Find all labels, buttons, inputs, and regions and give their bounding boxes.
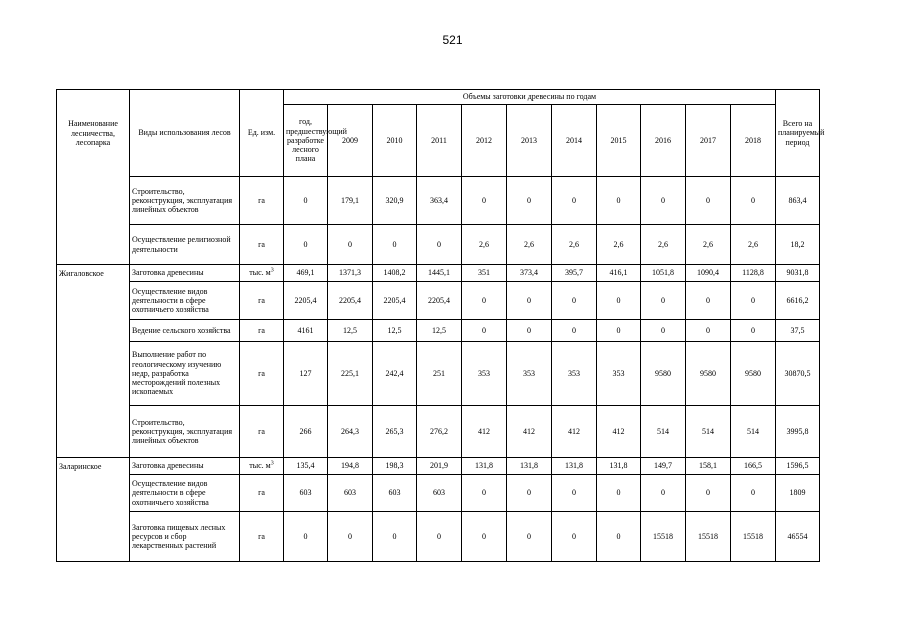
timber-harvest-table [56, 89, 825, 562]
value-cell: 127 [284, 342, 328, 406]
value-cell: 0 [417, 225, 462, 265]
unit-text: га [258, 239, 265, 249]
value-cell: 373,4 [507, 265, 552, 282]
value-cell: 2,6 [641, 225, 686, 265]
table-row [57, 406, 820, 458]
value-cell: 266 [284, 406, 328, 458]
value-cell: 2205,4 [284, 282, 328, 320]
value-cell: 0 [507, 320, 552, 342]
total-cell: 863,4 [776, 177, 820, 225]
value-cell: 0 [686, 475, 731, 512]
unit-cell [240, 225, 284, 265]
forestry-name-cell [57, 177, 130, 225]
value-cell: 0 [552, 177, 597, 225]
value-cell: 2205,4 [328, 282, 373, 320]
value-cell: 469,1 [284, 265, 328, 282]
value-cell: 1128,8 [731, 265, 776, 282]
unit-text: га [258, 195, 265, 205]
unit-cell [240, 458, 284, 475]
header-total: Всего на планируемый период [776, 90, 820, 177]
header-year: 2010 [373, 105, 417, 177]
value-cell: 0 [328, 512, 373, 562]
forestry-name-cell [57, 225, 130, 265]
header-year: 2012 [462, 105, 507, 177]
value-cell: 0 [597, 282, 641, 320]
use-type-cell: Выполнение работ по геологическому изучению недр, разработка месторождений полезных ископаемых [130, 342, 240, 406]
forestry-name-cell: Жигаловское [57, 265, 130, 282]
unit-text: тыс. м [249, 268, 271, 278]
unit-superscript: 3 [270, 460, 274, 467]
use-type-cell: Ведение сельского хозяйства [130, 320, 240, 342]
total-cell: 3995,8 [776, 406, 820, 458]
total-cell: 46554 [776, 512, 820, 562]
total-cell: 9031,8 [776, 265, 820, 282]
header-volumes-group: Объемы заготовки древесины по годам [284, 90, 776, 105]
value-cell: 416,1 [597, 265, 641, 282]
table-row [57, 320, 820, 342]
value-cell: 514 [686, 406, 731, 458]
table-row [57, 475, 820, 512]
value-cell: 0 [507, 282, 552, 320]
unit-text: га [258, 426, 265, 436]
unit-cell [240, 406, 284, 458]
unit-superscript: 3 [270, 267, 274, 274]
table-row [57, 342, 820, 406]
forestry-name-cell [57, 282, 130, 320]
use-type-cell: Заготовка пищевых лесных ресурсов и сбор лекарственных растений [130, 512, 240, 562]
value-cell: 412 [597, 406, 641, 458]
table-row [57, 458, 820, 475]
unit-cell [240, 177, 284, 225]
header-forestry: Наименование лесничества, лесопарка [57, 90, 130, 177]
value-cell: 0 [731, 320, 776, 342]
value-cell: 603 [284, 475, 328, 512]
table-row [57, 512, 820, 562]
value-cell: 1445,1 [417, 265, 462, 282]
unit-text: тыс. м [249, 461, 271, 471]
value-cell: 1090,4 [686, 265, 731, 282]
value-cell: 0 [597, 512, 641, 562]
use-type-cell: Строительство, реконструкция, эксплуатация линейных объектов [130, 177, 240, 225]
total-cell: 37,5 [776, 320, 820, 342]
value-cell: 276,2 [417, 406, 462, 458]
unit-cell [240, 512, 284, 562]
unit-text: га [258, 295, 265, 305]
value-cell: 412 [507, 406, 552, 458]
value-cell: 514 [641, 406, 686, 458]
value-cell: 131,8 [462, 458, 507, 475]
value-cell: 15518 [686, 512, 731, 562]
value-cell: 0 [641, 475, 686, 512]
unit-text: га [258, 531, 265, 541]
unit-text: га [258, 368, 265, 378]
forestry-name-cell: Заларинское [57, 458, 130, 475]
value-cell: 2,6 [507, 225, 552, 265]
value-cell: 0 [417, 512, 462, 562]
use-type-cell: Осуществление видов деятельности в сфере охотничьего хозяйства [130, 282, 240, 320]
value-cell: 0 [373, 512, 417, 562]
value-cell: 0 [597, 475, 641, 512]
value-cell: 0 [462, 320, 507, 342]
header-year: 2017 [686, 105, 731, 177]
unit-cell [240, 475, 284, 512]
header-year: 2014 [552, 105, 597, 177]
value-cell: 514 [731, 406, 776, 458]
value-cell: 0 [686, 282, 731, 320]
value-cell: 0 [597, 177, 641, 225]
value-cell: 0 [686, 320, 731, 342]
page-number: 521 [442, 33, 463, 47]
header-year: 2009 [328, 105, 373, 177]
unit-text: га [258, 325, 265, 335]
forestry-name-cell [57, 342, 130, 406]
value-cell: 0 [328, 225, 373, 265]
value-cell: 15518 [731, 512, 776, 562]
value-cell: 353 [507, 342, 552, 406]
value-cell: 201,9 [417, 458, 462, 475]
value-cell: 1051,8 [641, 265, 686, 282]
unit-cell [240, 342, 284, 406]
unit-cell [240, 320, 284, 342]
value-cell: 166,5 [731, 458, 776, 475]
value-cell: 0 [686, 177, 731, 225]
unit-cell [240, 265, 284, 282]
value-cell: 9580 [731, 342, 776, 406]
value-cell: 158,1 [686, 458, 731, 475]
use-type-cell: Осуществление видов деятельности в сфере охотничьего хозяйства [130, 475, 240, 512]
use-type-cell: Заготовка древесины [130, 458, 240, 475]
value-cell: 2,6 [731, 225, 776, 265]
value-cell: 0 [641, 320, 686, 342]
value-cell: 265,3 [373, 406, 417, 458]
forestry-name-cell [57, 406, 130, 458]
value-cell: 0 [552, 512, 597, 562]
value-cell: 149,7 [641, 458, 686, 475]
value-cell: 0 [507, 475, 552, 512]
value-cell: 0 [641, 282, 686, 320]
header-unit: Ед. изм. [240, 90, 284, 177]
value-cell: 15518 [641, 512, 686, 562]
value-cell: 1408,2 [373, 265, 417, 282]
value-cell: 0 [284, 177, 328, 225]
header-year: 2011 [417, 105, 462, 177]
use-type-cell: Заготовка древесины [130, 265, 240, 282]
value-cell: 0 [641, 177, 686, 225]
value-cell: 0 [731, 282, 776, 320]
header-year: 2015 [597, 105, 641, 177]
value-cell: 0 [507, 512, 552, 562]
value-cell: 412 [462, 406, 507, 458]
value-cell: 198,3 [373, 458, 417, 475]
value-cell: 603 [373, 475, 417, 512]
value-cell: 0 [552, 320, 597, 342]
value-cell: 395,7 [552, 265, 597, 282]
header-year: 2016 [641, 105, 686, 177]
value-cell: 179,1 [328, 177, 373, 225]
value-cell: 2,6 [686, 225, 731, 265]
value-cell: 131,8 [597, 458, 641, 475]
value-cell: 603 [417, 475, 462, 512]
value-cell: 12,5 [373, 320, 417, 342]
value-cell: 251 [417, 342, 462, 406]
value-cell: 0 [462, 512, 507, 562]
value-cell: 264,3 [328, 406, 373, 458]
table-row [57, 225, 820, 265]
value-cell: 0 [552, 475, 597, 512]
header-year: 2018 [731, 105, 776, 177]
unit-cell [240, 282, 284, 320]
value-cell: 12,5 [417, 320, 462, 342]
total-cell: 1809 [776, 475, 820, 512]
value-cell: 0 [552, 282, 597, 320]
unit-text: га [258, 488, 265, 498]
value-cell: 0 [462, 177, 507, 225]
value-cell: 2205,4 [417, 282, 462, 320]
table-row [57, 282, 820, 320]
table-row [57, 177, 820, 225]
value-cell: 2,6 [597, 225, 641, 265]
value-cell: 1371,3 [328, 265, 373, 282]
table-row [57, 265, 820, 282]
value-cell: 2,6 [462, 225, 507, 265]
value-cell: 131,8 [552, 458, 597, 475]
value-cell: 0 [731, 475, 776, 512]
value-cell: 0 [462, 475, 507, 512]
value-cell: 353 [462, 342, 507, 406]
value-cell: 12,5 [328, 320, 373, 342]
header-year: 2013 [507, 105, 552, 177]
forestry-name-cell [57, 320, 130, 342]
value-cell: 2205,4 [373, 282, 417, 320]
value-cell: 0 [507, 177, 552, 225]
value-cell: 131,8 [507, 458, 552, 475]
value-cell: 9580 [686, 342, 731, 406]
total-cell: 30870,5 [776, 342, 820, 406]
value-cell: 320,9 [373, 177, 417, 225]
total-cell: 1596,5 [776, 458, 820, 475]
value-cell: 0 [284, 225, 328, 265]
value-cell: 225,1 [328, 342, 373, 406]
value-cell: 351 [462, 265, 507, 282]
forestry-name-cell [57, 512, 130, 562]
value-cell: 0 [284, 512, 328, 562]
value-cell: 9580 [641, 342, 686, 406]
value-cell: 0 [731, 177, 776, 225]
value-cell: 603 [328, 475, 373, 512]
value-cell: 0 [597, 320, 641, 342]
value-cell: 135,4 [284, 458, 328, 475]
value-cell: 0 [373, 225, 417, 265]
header-use-type: Виды использования лесов [130, 90, 240, 177]
value-cell: 194,8 [328, 458, 373, 475]
use-type-cell: Осуществление религиозной деятельности [130, 225, 240, 265]
value-cell: 363,4 [417, 177, 462, 225]
total-cell: 6616,2 [776, 282, 820, 320]
value-cell: 2,6 [552, 225, 597, 265]
value-cell: 242,4 [373, 342, 417, 406]
value-cell: 0 [462, 282, 507, 320]
value-cell: 412 [552, 406, 597, 458]
total-cell: 18,2 [776, 225, 820, 265]
use-type-cell: Строительство, реконструкция, эксплуатация линейных объектов [130, 406, 240, 458]
value-cell: 353 [552, 342, 597, 406]
forestry-name-cell [57, 475, 130, 512]
header-prev-year: год, предшествующий разработке лесного плана [284, 105, 328, 177]
value-cell: 353 [597, 342, 641, 406]
value-cell: 4161 [284, 320, 328, 342]
